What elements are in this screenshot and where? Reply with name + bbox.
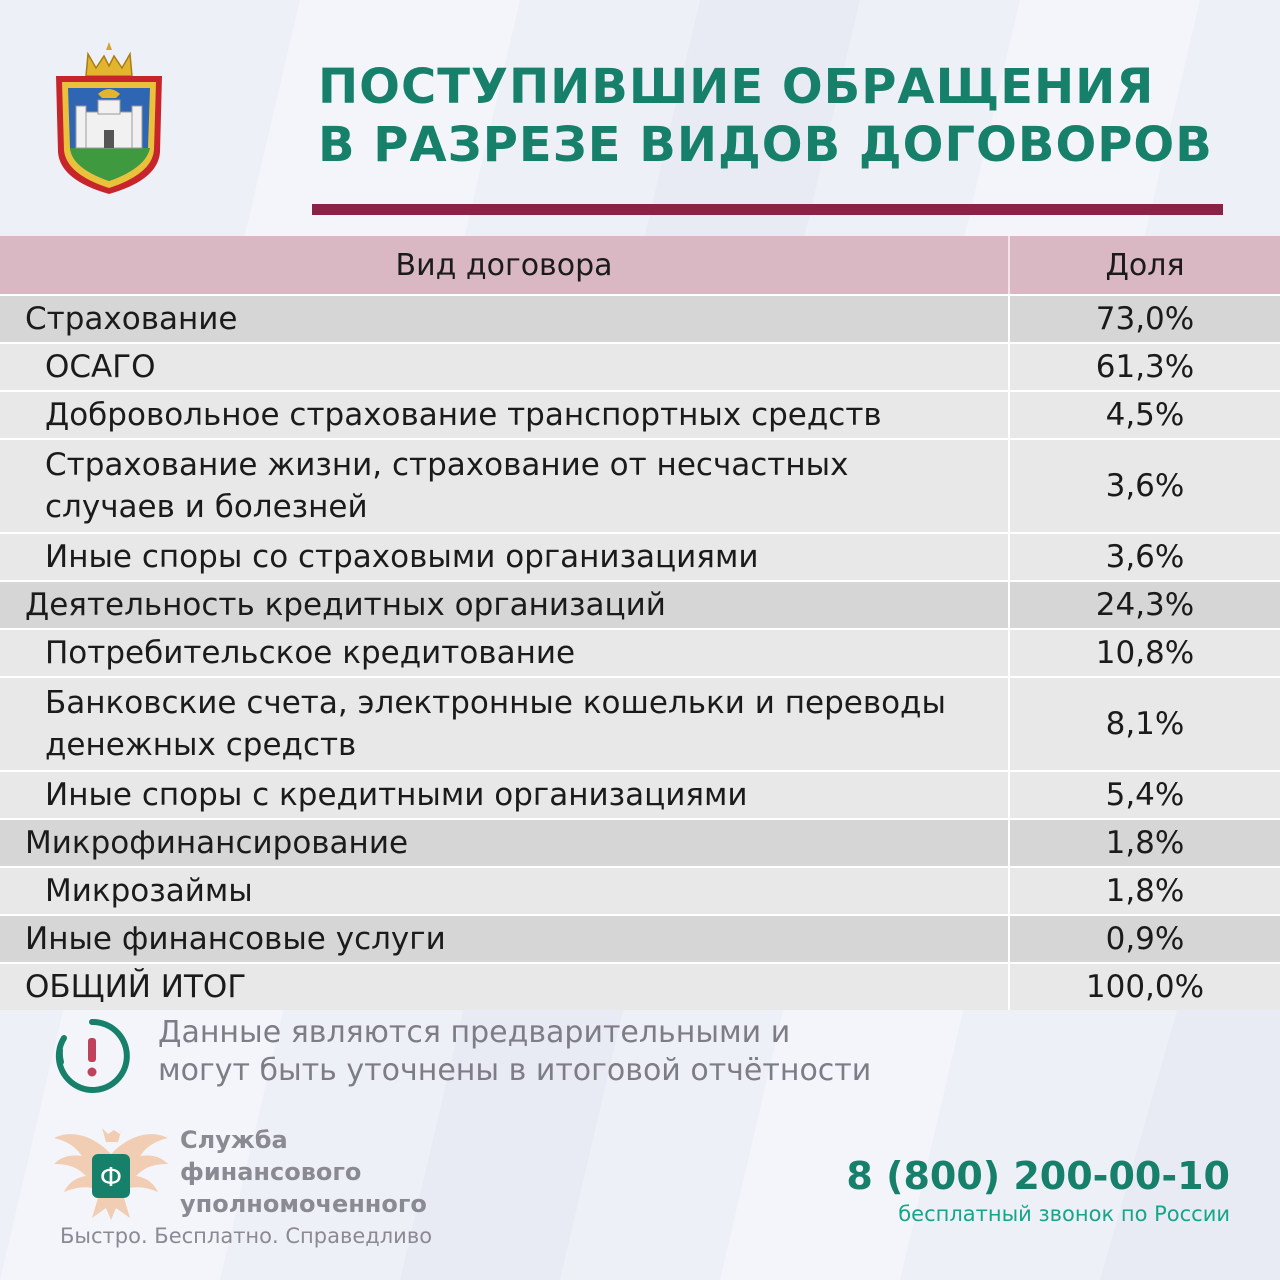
table-row [0, 392, 1280, 440]
header-type-label: Вид договора [395, 247, 613, 283]
row-name: Иные споры со страховыми организациями [45, 539, 759, 575]
row-name: ОСАГО [45, 349, 156, 385]
row-share: 61,3% [1095, 349, 1195, 385]
row-name: Страхование жизни, страхование от несчастных случаев и болезней [45, 447, 849, 525]
title-line-2: В РАЗРЕЗЕ ВИДОВ ДОГОВОРОВ [318, 117, 1213, 173]
exclamation-circle-icon [52, 1016, 132, 1096]
row-share: 10,8% [1095, 635, 1195, 671]
table-row [0, 678, 1280, 772]
row-share: 5,4% [1105, 777, 1185, 813]
table-row [0, 868, 1280, 916]
title-underline [312, 204, 1223, 215]
row-name: Микрозаймы [45, 873, 253, 909]
row-name: Микрофинансирование [25, 825, 409, 861]
row-share: 100,0% [1085, 969, 1205, 1005]
row-share: 0,9% [1105, 921, 1185, 957]
contracts-table [0, 236, 1280, 1010]
title-line-1: ПОСТУПИВШИЕ ОБРАЩЕНИЯ [318, 59, 1155, 115]
table-row [0, 772, 1280, 820]
header-cell-share [1008, 236, 1280, 294]
header-share-label: Доля [1105, 247, 1185, 283]
row-name: ОБЩИЙ ИТОГ [25, 969, 247, 1005]
row-share: 3,6% [1105, 539, 1185, 575]
table-row-category [0, 820, 1280, 868]
hotline-phone[interactable]: 8 (800) 200-00-10 [846, 1154, 1230, 1198]
table-row [0, 630, 1280, 678]
table-row [0, 344, 1280, 392]
table-row [0, 440, 1280, 534]
table-row-category [0, 582, 1280, 630]
row-name: Банковские счета, электронные кошельки и переводы денежных средств [45, 685, 946, 763]
coat-of-arms-icon [48, 40, 170, 196]
org-name-line-1: Служба [180, 1126, 288, 1154]
org-name-line-2: финансового [180, 1158, 362, 1186]
table-row [0, 534, 1280, 582]
org-name-line-3: уполномоченного [180, 1190, 427, 1218]
hotline-note: бесплатный звонок по России [898, 1202, 1230, 1226]
org-name [180, 1124, 450, 1220]
row-share: 1,8% [1105, 873, 1185, 909]
row-name: Иные споры с кредитными организациями [45, 777, 748, 813]
header-cell-type [0, 236, 1008, 294]
row-name: Иные финансовые услуги [25, 921, 446, 957]
row-share: 73,0% [1095, 301, 1195, 337]
row-share: 8,1% [1105, 706, 1185, 742]
row-name: Страхование [25, 301, 238, 337]
notice-text: Данные являются предварительными и могут быть уточнены в итоговой отчётности [158, 1015, 872, 1088]
row-name: Добровольное страхование транспортных средств [45, 397, 882, 433]
table-header-row [0, 236, 1280, 296]
slogan: Быстро. Бесплатно. Справедливо [60, 1224, 433, 1248]
row-name: Потребительское кредитование [45, 635, 576, 671]
row-name: Деятельность кредитных организаций [25, 587, 666, 623]
row-share: 4,5% [1105, 397, 1185, 433]
eagle-shield-icon [52, 1124, 170, 1224]
svg-text:Ф: Ф [99, 1163, 123, 1193]
row-share: 3,6% [1105, 468, 1185, 504]
page-title [318, 58, 1258, 174]
row-share: 24,3% [1095, 587, 1195, 623]
table-row-category [0, 296, 1280, 344]
row-share: 1,8% [1105, 825, 1185, 861]
table-row-category [0, 916, 1280, 964]
table-row-total [0, 964, 1280, 1010]
